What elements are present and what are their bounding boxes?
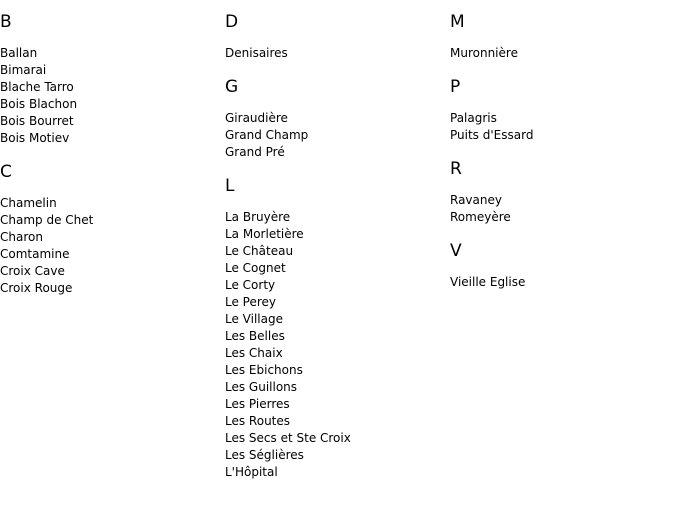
place-link[interactable]: Le Corty bbox=[225, 278, 276, 292]
letter-heading: C bbox=[0, 162, 12, 182]
index-column-3 bbox=[450, 12, 675, 306]
place-list bbox=[450, 110, 675, 144]
place-link[interactable]: La Morletière bbox=[225, 227, 304, 241]
place-link[interactable]: Comtamine bbox=[0, 247, 70, 261]
list-item bbox=[225, 345, 450, 362]
letter-heading: G bbox=[225, 77, 239, 97]
letter-heading: R bbox=[450, 159, 462, 179]
place-link[interactable]: Chamelin bbox=[0, 196, 57, 210]
list-item bbox=[225, 294, 450, 311]
list-item bbox=[0, 130, 225, 147]
list-item bbox=[0, 62, 225, 79]
letter-group-g bbox=[225, 77, 450, 161]
place-link[interactable]: Le Château bbox=[225, 244, 294, 258]
list-item bbox=[0, 246, 225, 263]
place-list bbox=[450, 192, 675, 226]
place-link[interactable]: Denisaires bbox=[225, 46, 288, 60]
list-item bbox=[225, 362, 450, 379]
place-link[interactable]: La Bruyère bbox=[225, 210, 291, 224]
place-link[interactable]: Les Guillons bbox=[225, 380, 298, 394]
list-item bbox=[450, 209, 675, 226]
list-item bbox=[0, 229, 225, 246]
letter-group-p bbox=[450, 77, 675, 144]
list-item bbox=[225, 277, 450, 294]
place-link[interactable]: Blache Tarro bbox=[0, 80, 74, 94]
letter-group-r bbox=[450, 159, 675, 226]
list-item bbox=[225, 311, 450, 328]
list-item bbox=[225, 45, 450, 62]
place-link[interactable]: Ravaney bbox=[450, 193, 502, 207]
letter-group-l bbox=[225, 176, 450, 481]
place-link[interactable]: Palagris bbox=[450, 111, 497, 125]
place-link[interactable]: Bois Bourret bbox=[0, 114, 74, 128]
place-link[interactable]: Le Village bbox=[225, 312, 283, 326]
place-link[interactable]: Les Chaix bbox=[225, 346, 283, 360]
list-item bbox=[0, 280, 225, 297]
place-link[interactable]: Bois Blachon bbox=[0, 97, 78, 111]
letter-heading: D bbox=[225, 12, 239, 32]
list-item bbox=[225, 396, 450, 413]
letter-group-d bbox=[225, 12, 450, 62]
index-column-1 bbox=[0, 12, 225, 312]
place-link[interactable]: Le Cognet bbox=[225, 261, 286, 275]
list-item bbox=[450, 110, 675, 127]
place-list bbox=[450, 45, 675, 62]
letter-heading: B bbox=[0, 12, 12, 32]
list-item bbox=[450, 127, 675, 144]
list-item bbox=[225, 144, 450, 161]
list-item bbox=[0, 45, 225, 62]
list-item bbox=[225, 328, 450, 345]
list-item bbox=[225, 430, 450, 447]
place-link[interactable]: Giraudière bbox=[225, 111, 288, 125]
place-link[interactable]: Les Belles bbox=[225, 329, 285, 343]
place-list bbox=[225, 110, 450, 161]
letter-heading: L bbox=[225, 176, 235, 196]
place-link[interactable]: Bois Motiev bbox=[0, 131, 70, 145]
place-link[interactable]: Le Perey bbox=[225, 295, 277, 309]
place-link[interactable]: Champ de Chet bbox=[0, 213, 94, 227]
list-item bbox=[225, 379, 450, 396]
place-list bbox=[0, 45, 225, 147]
place-list bbox=[225, 209, 450, 481]
place-list bbox=[225, 45, 450, 62]
list-item bbox=[450, 45, 675, 62]
place-link[interactable]: Vieille Eglise bbox=[450, 275, 526, 289]
place-link[interactable]: Croix Rouge bbox=[0, 281, 73, 295]
place-link[interactable]: Grand Champ bbox=[225, 128, 309, 142]
list-item bbox=[225, 243, 450, 260]
list-item bbox=[225, 127, 450, 144]
place-link[interactable]: Charon bbox=[0, 230, 43, 244]
letter-group-c bbox=[0, 162, 225, 297]
place-link[interactable]: Bimarai bbox=[0, 63, 47, 77]
letter-group-m bbox=[450, 12, 675, 62]
place-list bbox=[450, 274, 675, 291]
place-link[interactable]: Les Séglières bbox=[225, 448, 304, 462]
letter-heading: V bbox=[450, 241, 462, 261]
place-list bbox=[0, 195, 225, 297]
letter-heading: M bbox=[450, 12, 465, 32]
place-link[interactable]: L'Hôpital bbox=[225, 465, 278, 479]
place-link[interactable]: Grand Pré bbox=[225, 145, 285, 159]
list-item bbox=[450, 192, 675, 209]
list-item bbox=[225, 413, 450, 430]
place-link[interactable]: Les Pierres bbox=[225, 397, 290, 411]
list-item bbox=[225, 226, 450, 243]
list-item bbox=[225, 260, 450, 277]
place-link[interactable]: Romeyère bbox=[450, 210, 511, 224]
list-item bbox=[0, 79, 225, 96]
place-link[interactable]: Ballan bbox=[0, 46, 38, 60]
place-link[interactable]: Muronnière bbox=[450, 46, 518, 60]
place-link[interactable]: Les Secs et Ste Croix bbox=[225, 431, 351, 445]
list-item bbox=[0, 195, 225, 212]
place-link[interactable]: Les Ebichons bbox=[225, 363, 303, 377]
place-link[interactable]: Croix Cave bbox=[0, 264, 65, 278]
list-item bbox=[225, 110, 450, 127]
list-item bbox=[0, 96, 225, 113]
letter-heading: P bbox=[450, 77, 461, 97]
place-link[interactable]: Les Routes bbox=[225, 414, 291, 428]
letter-group-b bbox=[0, 12, 225, 147]
list-item bbox=[225, 447, 450, 464]
list-item bbox=[225, 464, 450, 481]
list-item bbox=[225, 209, 450, 226]
list-item bbox=[0, 113, 225, 130]
letter-group-v bbox=[450, 241, 675, 291]
place-link[interactable]: Puits d'Essard bbox=[450, 128, 534, 142]
list-item bbox=[450, 274, 675, 291]
index-column-2 bbox=[225, 12, 450, 496]
list-item bbox=[0, 212, 225, 229]
list-item bbox=[0, 263, 225, 280]
